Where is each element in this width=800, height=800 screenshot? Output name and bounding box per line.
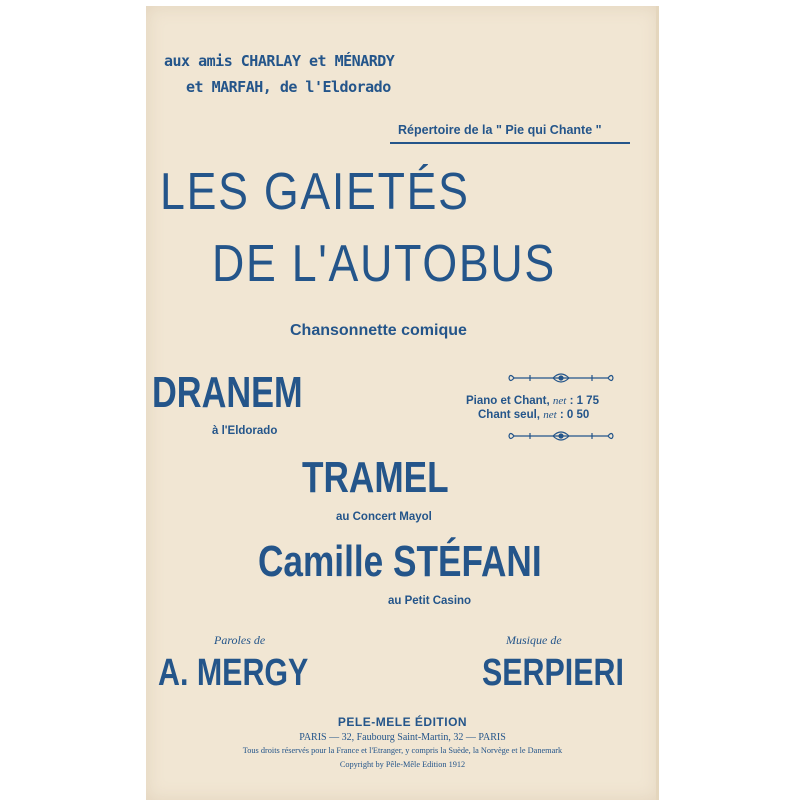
price-piano-chant bbox=[466, 396, 599, 408]
lyrics-label: Paroles de bbox=[214, 633, 266, 647]
lyricist-name: A. MERGY bbox=[158, 652, 309, 694]
price-label: Chant seul, bbox=[478, 409, 540, 421]
price-chant-seul bbox=[478, 410, 589, 422]
price-value: : 1 75 bbox=[569, 395, 599, 407]
repertoire-note: Répertoire de la " Pie qui Chante " bbox=[398, 123, 602, 137]
sheet-music-cover bbox=[146, 6, 659, 800]
net-label: net bbox=[543, 409, 557, 421]
performer-venue-2: au Concert Mayol bbox=[336, 511, 432, 523]
page-edge bbox=[656, 6, 659, 800]
performer-venue-1: à l'Eldorado bbox=[212, 425, 278, 437]
music-label: Musique de bbox=[506, 633, 562, 647]
performer-name-1: DRANEM bbox=[152, 368, 303, 417]
ornament-bottom-icon bbox=[508, 430, 614, 442]
composer-name: SERPIERI bbox=[482, 652, 624, 694]
title-line-1: LES GAIETÉS bbox=[160, 163, 470, 221]
ornament-top-icon bbox=[508, 372, 614, 384]
publisher-name: PELE-MELE ÉDITION bbox=[337, 715, 468, 729]
subtitle: Chansonnette comique bbox=[290, 322, 467, 339]
price-value: : 0 50 bbox=[559, 409, 590, 421]
price-label: Piano et Chant, bbox=[466, 395, 550, 407]
repertoire-underline bbox=[390, 142, 630, 144]
performer-name-3: Camille STÉFANI bbox=[258, 537, 542, 586]
net-label: net bbox=[552, 395, 567, 407]
rights-notice: Tous droits réservés pour la France et l'Etranger, y compris la Suède, la Norvège et le Danemark bbox=[242, 746, 563, 755]
title-line-2: DE L'AUTOBUS bbox=[212, 235, 556, 293]
performer-venue-3: au Petit Casino bbox=[388, 595, 472, 607]
publisher-address: PARIS — 32, Faubourg Saint-Martin, 32 — PARIS bbox=[299, 732, 506, 743]
dedication-line-1: aux amis CHARLAY et MÉNARDY bbox=[164, 52, 395, 70]
dedication-line-2: et MARFAH, de l'Eldorado bbox=[186, 78, 391, 96]
performer-name-2: TRAMEL bbox=[302, 453, 449, 502]
copyright-notice: Copyright by Pêle-Mêle Edition 1912 bbox=[339, 760, 466, 769]
